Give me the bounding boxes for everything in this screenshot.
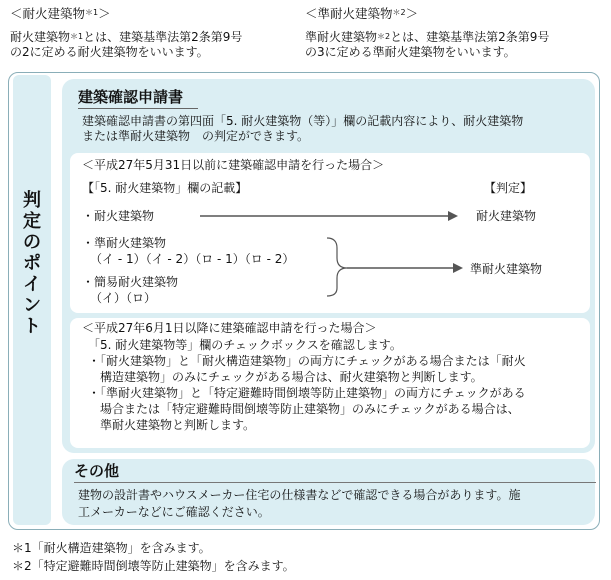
footnote: ＊1「耐火構造建築物」を含みます。 — [12, 541, 211, 555]
list-item: ・簡易耐火建築物 — [82, 275, 179, 289]
other-text: 工メーカーなどにご確認ください。 — [78, 505, 270, 519]
arrow-right-icon — [200, 208, 460, 224]
brace-arrow-icon — [325, 236, 465, 298]
footnote-mark: ＊2 — [392, 8, 406, 17]
footnote-mark: ＊1 — [70, 32, 84, 41]
case-text: 「5. 耐火建築物等」欄のチェックボックスを確認します。 — [88, 338, 402, 352]
judgment-result: 耐火建築物 — [476, 209, 537, 223]
case-text: ・「耐火建築物」と「耐火構造建築物」の両方にチェックがある場合または「耐火 — [88, 354, 526, 368]
case-heading: ＜平成27年6月1日以降に建築確認申請を行った場合＞ — [82, 321, 377, 335]
judgment-result: 準耐火建築物 — [470, 262, 543, 276]
other-divider — [74, 482, 596, 483]
definition-title-fireproof: ＜耐火建築物$^{*1}$＞ — [10, 6, 111, 21]
case-heading: ＜平成27年5月31日以前に建築確認申請を行った場合＞ — [82, 158, 385, 172]
footnote-mark: ＊2 — [377, 32, 391, 41]
judgment-header: 【判定】 — [484, 181, 533, 195]
footnote-mark: ＊1 — [85, 8, 99, 17]
list-item-sub: （イ）（ロ） — [90, 291, 157, 305]
case-text: 場合または「特定避難時間倒壊等防止建築物」のみにチェックがある場合は、 — [100, 402, 520, 416]
list-item-sub: （イ - 1）（イ - 2）（ロ - 1）（ロ - 2） — [90, 252, 295, 266]
point-label: 判 定 の ポ イ ン ト — [23, 190, 41, 337]
list-item: ・耐火建築物 — [82, 209, 155, 223]
case-text: 構造建築物」のみにチェックがある場合は、耐火建築物と判断します。 — [100, 370, 483, 384]
other-title: その他 — [74, 462, 120, 480]
intro-text: 建築確認申請書の第四面「5. 耐火建築物（等）」欄の記載内容により、耐火建築物 — [82, 114, 524, 128]
other-text: 建物の設計書やハウスメーカー住宅の仕様書などで確認できる場合があります。施 — [78, 488, 521, 502]
list-item: ・準耐火建築物 — [82, 236, 167, 250]
case-text: 準耐火建築物と判断します。 — [100, 418, 256, 432]
definition-body-semi-fireproof: 準耐火建築物$^{*2}$とは、建築基準法第2条第9号 の3に定める準耐火建築物をいいます。 — [305, 30, 550, 59]
case-text: ・「準耐火建築物」と「特定避難時間倒壊等防止建築物」の両方にチェックがある — [88, 386, 526, 400]
definition-title-semi-fireproof: ＜準耐火建築物$^{*2}$＞ — [305, 6, 419, 21]
title-underline — [78, 108, 198, 109]
intro-text: または準耐火建築物 の判定ができます。 — [82, 129, 310, 143]
column-header: 【「5. 耐火建築物」欄の記載】 — [82, 181, 248, 195]
footnote: ＊2「特定避難時間倒壊等防止建築物」を含みます。 — [12, 559, 295, 573]
section-title: 建築確認申請書 — [78, 88, 184, 106]
definition-body-fireproof: 耐火建築物$^{*1}$とは、建築基準法第2条第9号 の2に定める耐火建築物をいいます。 — [10, 30, 243, 59]
